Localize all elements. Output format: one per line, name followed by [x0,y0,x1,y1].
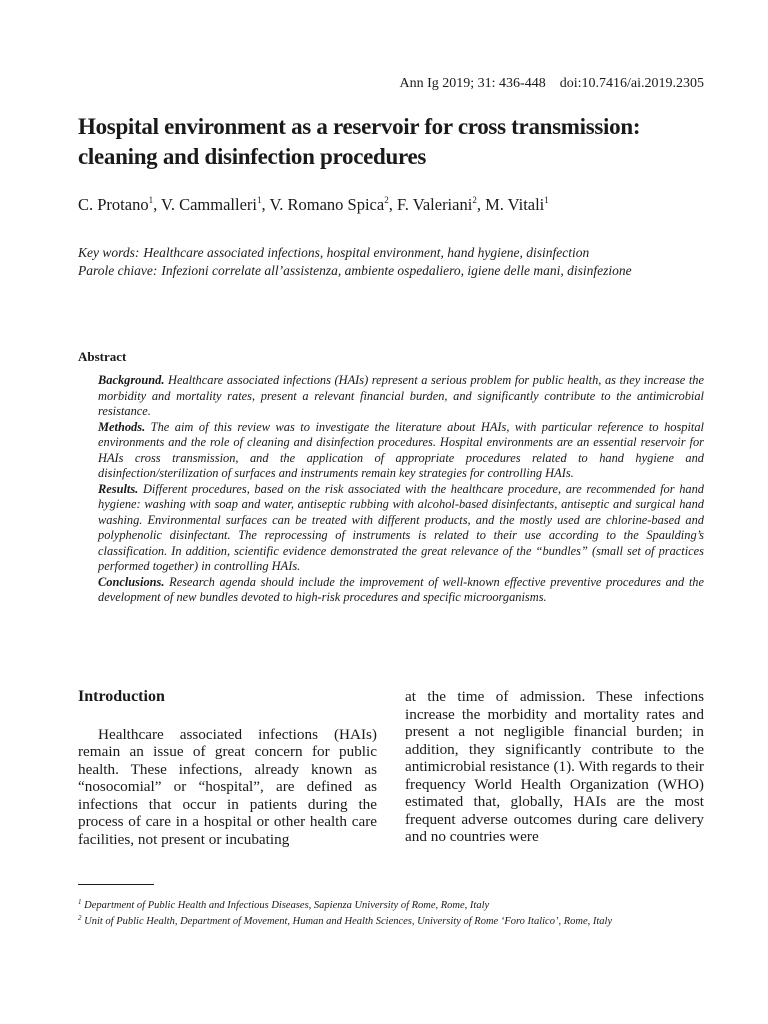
keywords-text: Healthcare associated infections, hospital environment, hand hygiene, disinfection [143,245,590,260]
parole-chiave-text: Infezioni correlate all’assistenza, ambiente ospedaliero, igiene delle mani, disinfezione [161,263,632,278]
author: V. Romano Spica [269,195,385,214]
footnote-mark: 2 [78,914,82,922]
parole-chiave-label: Parole chiave: [78,263,158,278]
author-affiliation-mark: 1 [148,195,154,205]
author-affiliation-mark: 2 [472,195,477,205]
conclusions-text: Research agenda should include the improvement of well-known effective preventive procedures and the development of new bundles devoted to high-risk procedures and specific microorganisms. [98,574,704,604]
background-label: Background. [98,373,165,387]
abstract-heading: Abstract [78,349,127,364]
keywords-english [78,244,718,262]
abstract-background [98,373,704,420]
abstract-methods [98,420,704,482]
body-column-right [405,688,704,846]
abstract-body [98,373,704,606]
introduction-paragraph-left: Healthcare associated infections (HAIs) remain an issue of great concern for public health. These infections, already known as “nosocomial” or “hospital”, are defined as infections that occur in patients during the process of care in a hospital or other health care facilities, not present or incubating [78,725,377,848]
introduction-heading: Introduction [78,688,165,705]
methods-label: Methods. [98,419,146,434]
journal-citation: Ann Ig 2019; 31: 436-448 [399,76,546,91]
background-text: Healthcare associated infections (HAIs) represent a serious problem for public health, as they increase the morbidity and mortality rates, present a relevant financial burden, and significantly contribute to the antimicrobial resistance. [98,373,704,418]
footnotes [78,896,704,928]
author-affiliation-mark: 2 [384,195,389,205]
footnote-text: Department of Public Health and Infectious Diseases, Sapienza University of Rome, Rome, Italy [84,900,490,911]
abstract-conclusions [98,575,704,606]
author-affiliation-mark: 1 [256,195,262,205]
footnote-mark: 1 [78,898,82,906]
abstract-results [98,482,704,575]
footnote-divider [78,884,154,885]
introduction-paragraph-right: at the time of admission. These infections increase the morbidity and mortality rates and present a not negligible financial burden; in addition, they significantly contribute to the antimicrobial resistance (1). With regards to their frequency World Health Organization (WHO) estimated that, globally, HAIs are the most frequent adverse outcomes during care delivery and no countries were [405,688,704,845]
footnote-text: Unit of Public Health, Department of Movement, Human and Health Sciences, University of Rome ‘Foro Italico’, Rome, Italy [84,916,613,927]
footnote [78,896,704,912]
title-line-2: cleaning and disinfection procedures [78,144,427,169]
keywords-label: Key words: [78,245,140,260]
results-label: Results. [98,481,139,496]
footnote [78,912,704,928]
author-list: C. Protano$^1$, V. Cammalleri$^1$, V. Romano Spica$^2$, F. Valeriani$^2$, M. Vitali$^1$ [78,195,549,214]
conclusions-label: Conclusions. [98,574,165,589]
author: V. Cammalleri [161,195,257,214]
results-text: Different procedures, based on the risk associated with the healthcare procedure, are recommended for hand hygiene: washing with soap and water, antiseptic rubbing with alcohol-based disinfectants, antiseptic and surgical hand washing. Environmental surfaces can be treated with different products, and the mostly used are chlorine-based and polyphenolic disinfectant. The reprocessing of instruments is related to their use according to the Spaulding’s classification. In addition, scientific evidence demonstrated the great relevance of the “bundles” (small set of practices performed together) in controlling HAIs. [98,481,704,573]
keywords-block [78,244,718,280]
body-column-left [78,688,377,848]
keywords-italian [78,262,718,280]
author: M. Vitali [485,195,545,214]
author: F. Valeriani [396,195,473,214]
doi: doi:10.7416/ai.2019.2305 [559,76,704,91]
article-title [78,112,718,172]
header-citation [400,76,705,92]
author: C. Protano [78,195,149,214]
methods-text: The aim of this review was to investigate the literature about HAIs, with particular reference to hospital environments and the role of cleaning and disinfection procedures. Hospital environments are an essential reservoir for HAIs cross transmission, and the application of appropriate procedures related to hand hygiene and disinfection/sterilization of surfaces and instruments remain key strategies for controlling HAIs. [98,419,704,480]
author-affiliation-mark: 1 [544,195,549,205]
title-line-1: Hospital environment as a reservoir for cross transmission: [78,114,641,139]
